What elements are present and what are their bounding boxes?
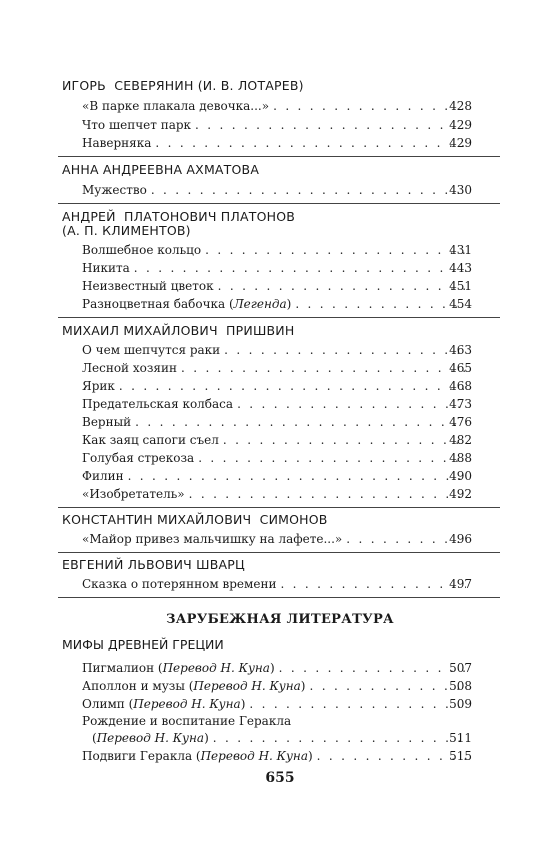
toc-entry[interactable] [82,748,470,764]
entry-page: 443 [449,261,472,275]
entry-title: Голубая стрекоза [82,451,195,465]
leader-dots [198,450,466,466]
leader-dots [223,432,466,448]
entry-title: Мужество [82,183,147,197]
author-heading-secondary: (А. П. КЛИМЕНТОВ) [62,223,191,238]
leader-dots [128,468,466,484]
entry-title: Неизвестный цветок [82,279,214,293]
divider [58,597,500,598]
toc-entry[interactable] [92,730,470,746]
toc-entry[interactable] [82,396,470,412]
entry-page: 507 [449,661,472,675]
entry-page: 468 [449,379,472,393]
divider [58,507,500,508]
leader-dots [218,278,466,294]
entry-title: Пигмалион (Перевод Н. Куна) [82,661,275,675]
leader-dots [224,342,466,358]
toc-entry[interactable] [82,242,470,258]
entry-page: 463 [449,343,472,357]
entry-page: 496 [449,532,472,546]
entry-page: 488 [449,451,472,465]
divider [58,552,500,553]
toc-entry[interactable] [82,278,470,294]
entry-title: Предательская колбаса [82,397,234,411]
entry-page: 431 [449,243,472,257]
entry-title: Аполлон и музы (Перевод Н. Куна) [82,679,306,693]
toc-entry[interactable] [82,98,470,114]
entry-title: Олимп (Перевод Н. Куна) [82,697,246,711]
leader-dots [134,260,466,276]
entry-page: 473 [449,397,472,411]
entry-title: Разноцветная бабочка (Легенда) [82,297,292,311]
toc-entry[interactable] [82,660,470,676]
entry-title: Наверняка [82,136,152,150]
entry-title: Ярик [82,379,115,393]
leader-dots [213,730,466,746]
leader-dots [205,242,466,258]
entry-page: 511 [449,731,472,745]
section-title: ЗАРУБЕЖНАЯ ЛИТЕРАТУРА [166,612,394,627]
toc-entry[interactable] [82,414,470,430]
entry-title: Никита [82,261,130,275]
divider [58,156,500,157]
entry-page: 451 [449,279,472,293]
entry-title: Что шепчет парк [82,118,192,132]
author-heading: КОНСТАНТИН МИХАЙЛОВИЧ СИМОНОВ [62,512,328,527]
toc-entry[interactable] [82,296,470,312]
entry-page: 508 [449,679,472,693]
toc-entry[interactable] [82,378,470,394]
author-heading: АННА АНДРЕЕВНА АХМАТОВА [62,162,260,177]
entry-title: Волшебное кольцо [82,243,202,257]
toc-entry[interactable] [82,531,470,547]
entry-title: Верный [82,415,132,429]
divider [58,317,500,318]
entry-page: 428 [449,99,472,113]
author-heading: ЕВГЕНИЙ ЛЬВОВИЧ ШВАРЦ [62,557,245,572]
toc-entry[interactable] [82,678,470,694]
leader-dots [237,396,466,412]
entry-page: 454 [449,297,472,311]
entry-page: 429 [449,136,472,150]
entry-title: «Изобретатель» [82,487,185,501]
toc-entry[interactable] [82,432,470,448]
entry-page: 515 [449,749,472,763]
page-number: 655 [265,770,295,786]
toc-entry[interactable] [82,260,470,276]
entry-page: 430 [449,183,472,197]
toc-entry[interactable] [82,576,470,592]
author-heading: АНДРЕЙ ПЛАТОНОВИЧ ПЛАТОНОВ [62,209,296,224]
entry-title: Сказка о потерянном времени [82,577,277,591]
leader-dots [195,117,466,133]
toc-entry[interactable] [82,182,470,198]
entry-page: 497 [449,577,472,591]
toc-entry[interactable] [82,468,470,484]
entry-title: Лесной хозяин [82,361,177,375]
subsection-title: МИФЫ ДРЕВНЕЙ ГРЕЦИИ [62,637,224,652]
entry-page: 492 [449,487,472,501]
entry-title: Подвиги Геракла (Перевод Н. Куна) [82,749,313,763]
leader-dots [155,135,466,151]
divider [58,203,500,204]
entry-page: 465 [449,361,472,375]
entry-title-line1[interactable]: Рождение и воспитание Геракла [82,714,292,728]
entry-page: 509 [449,697,472,711]
toc-entry[interactable] [82,696,470,712]
leader-dots [181,360,466,376]
toc-entry[interactable] [82,450,470,466]
toc-entry[interactable] [82,342,470,358]
entry-title: Филин [82,469,124,483]
entry-page: 482 [449,433,472,447]
entry-page: 429 [449,118,472,132]
author-heading: МИХАИЛ МИХАЙЛОВИЧ ПРИШВИН [62,323,295,338]
leader-dots [189,486,466,502]
toc-entry[interactable] [82,360,470,376]
leader-dots [119,378,466,394]
entry-page: 490 [449,469,472,483]
author-heading: ИГОРЬ СЕВЕРЯНИН (И. В. ЛОТАРЕВ) [62,78,304,93]
entry-page: 476 [449,415,472,429]
entry-title: «Майор привез мальчишку на лафете...» [82,532,343,546]
leader-dots [151,182,466,198]
entry-title: О чем шепчутся раки [82,343,221,357]
leader-dots [135,414,466,430]
entry-title: (Перевод Н. Куна) [92,731,209,745]
toc-entry[interactable] [82,117,470,133]
toc-entry[interactable] [82,486,470,502]
leader-dots [249,696,466,712]
toc-entry[interactable] [82,135,470,151]
entry-title: Как заяц сапоги съел [82,433,219,447]
entry-title: «В парке плакала девочка...» [82,99,270,113]
